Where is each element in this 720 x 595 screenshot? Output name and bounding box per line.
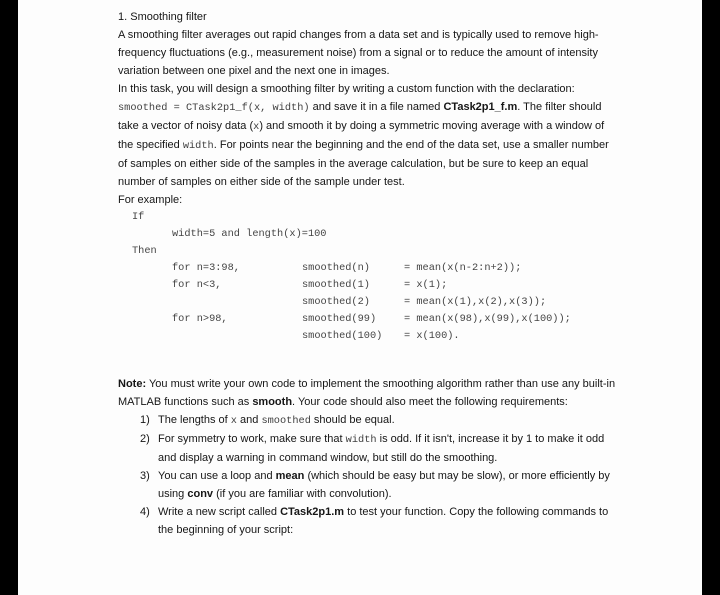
code-row-lhs: smoothed(n)	[302, 262, 370, 274]
requirements-list	[118, 411, 618, 539]
code-row-rhs: = mean(x(1),x(2),x(3));	[404, 296, 547, 308]
note-smooth-function: smooth	[252, 396, 293, 408]
example-code-block	[118, 209, 618, 345]
req-text-part: to test your function. Copy the following commands to the beginning of your script:	[158, 506, 609, 536]
code-row-condition: for n>98,	[172, 313, 228, 325]
requirement-text	[158, 503, 618, 539]
code-row-lhs: smoothed(1)	[302, 279, 370, 291]
note-block	[118, 375, 618, 539]
req-text-part: is odd. If it isn't, increase it by 1 to make it odd and display a warning in command window, but still do the smoothing.	[158, 433, 605, 464]
code-row-lhs: smoothed(99)	[302, 313, 377, 325]
var-width: width	[182, 140, 214, 152]
code-then-line	[118, 243, 618, 260]
req-text-part: Write a new script called	[158, 506, 281, 518]
code-if-keyword: If	[132, 211, 145, 223]
requirement-text	[158, 411, 618, 430]
code-row-condition: for n=3:98,	[172, 262, 240, 274]
section-heading: 1. Smoothing filter	[118, 11, 207, 23]
req-text-part: and	[236, 414, 262, 426]
requirement-number: 2)	[140, 433, 150, 445]
task-after-filename: . The filter should take a vector of noisy data (	[118, 101, 602, 132]
document-body	[118, 8, 618, 539]
task-intro: In this task, you will design a smoothing filter by writing a custom function with the declaration:	[118, 83, 575, 95]
function-filename: CTask2p1_f.m	[443, 101, 518, 113]
requirement-number: 4)	[140, 506, 150, 518]
req-script-name: CTask2p1.m	[280, 506, 345, 518]
note-paragraph	[118, 375, 618, 411]
task-after-x: ) and smooth it by doing a symmetric moving average with a window of the specified	[118, 120, 605, 151]
note-label: Note:	[118, 378, 147, 390]
req-var-x: x	[230, 415, 237, 427]
code-row-condition: for n<3,	[172, 279, 222, 291]
code-then-keyword: Then	[132, 245, 157, 257]
code-row-lhs: smoothed(100)	[302, 330, 383, 342]
req-text-part: (which should be easy but may be slow), or more efficiently by using	[158, 470, 610, 500]
example-label: For example:	[118, 194, 183, 206]
task-paragraph	[118, 80, 618, 191]
note-text-b: . Your code should also meet the following requirements:	[292, 396, 568, 408]
note-text-a: You must write your own code to implement the smoothing algorithm rather than use any built-in MATLAB functions such as	[118, 378, 616, 408]
req-conv-function: conv	[187, 488, 214, 500]
req-text-part: should be equal.	[310, 414, 395, 426]
req-var-width: width	[345, 434, 377, 446]
code-row-condition	[172, 328, 302, 345]
code-row	[118, 311, 618, 328]
req-text-part: (if you are familiar with convolution).	[213, 488, 392, 500]
req-mean-function: mean	[275, 470, 305, 482]
code-if-line	[118, 209, 618, 226]
requirement-text	[158, 430, 618, 467]
code-if-condition-text: width=5 and length(x)=100	[172, 228, 327, 240]
code-row-condition	[172, 294, 302, 311]
code-if-condition	[118, 226, 618, 243]
req-var-smoothed: smoothed	[261, 415, 311, 427]
requirement-number: 1)	[140, 414, 150, 426]
code-row-lhs: smoothed(2)	[302, 296, 370, 308]
var-x: x	[253, 121, 260, 133]
requirement-text	[158, 467, 618, 503]
requirement-number: 3)	[140, 470, 150, 482]
document-page	[18, 0, 702, 595]
code-row-rhs: = mean(x(98),x(99),x(100));	[404, 313, 571, 325]
function-declaration: smoothed = CTask2p1_f(x, width)	[118, 102, 310, 114]
req-text-part: You can use a loop and	[158, 470, 276, 482]
requirement-item	[140, 503, 618, 539]
code-row	[118, 294, 618, 311]
code-row	[118, 260, 618, 277]
code-row-rhs: = x(100).	[404, 330, 460, 342]
req-text-part: For symmetry to work, make sure that	[158, 433, 346, 445]
requirement-item	[140, 467, 618, 503]
code-row	[118, 277, 618, 294]
requirement-item	[140, 411, 618, 430]
intro-paragraph: A smoothing filter averages out rapid changes from a data set and is typically used to remove high-frequency fluctuations (e.g., measurement noise) from a signal or to reduce the amount of intensity variation between one pixel and the next one in images.	[118, 29, 599, 77]
code-row-rhs: = x(1);	[404, 279, 448, 291]
task-save-text: and save it in a file named	[309, 101, 444, 113]
code-row-rhs: = mean(x(n-2:n+2));	[404, 262, 522, 274]
req-text-part: The lengths of	[158, 414, 231, 426]
requirement-item	[140, 430, 618, 467]
code-row	[118, 328, 618, 345]
task-rest: . For points near the beginning and the end of the data set, use a smaller number of samples on either side of the samples in the average calculation, but be sure to keep an equal number of samples on either side of the sample under test.	[118, 139, 609, 188]
